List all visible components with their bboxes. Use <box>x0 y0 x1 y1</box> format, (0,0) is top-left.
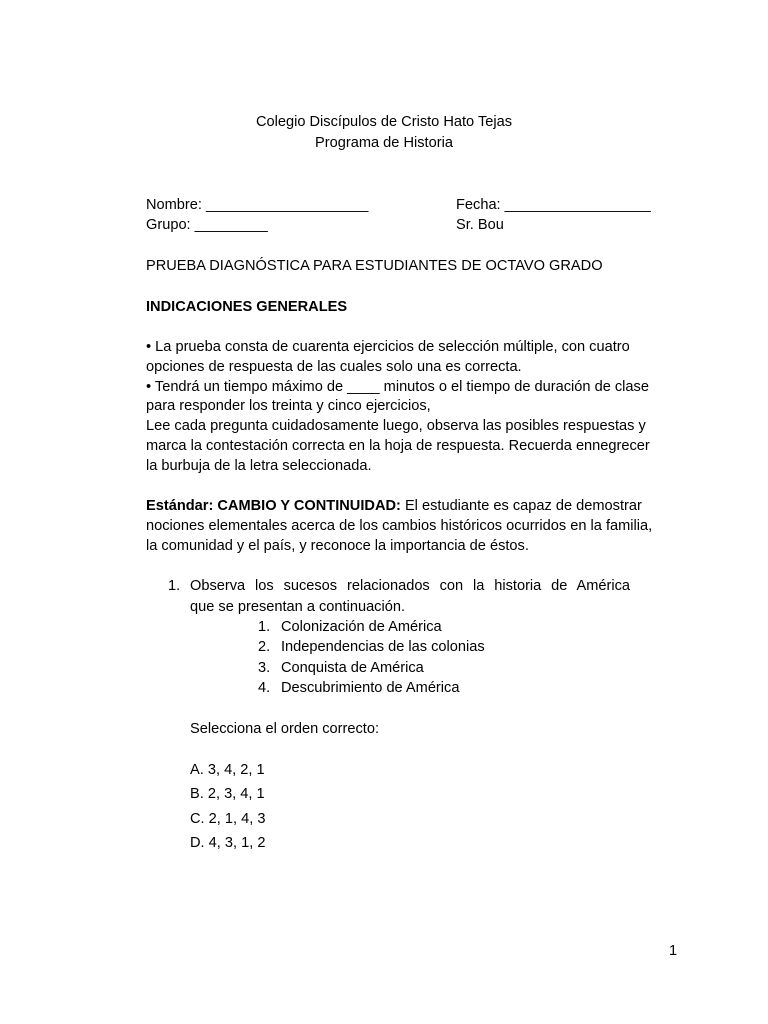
answer-option: A. 3, 4, 2, 1 <box>190 762 265 778</box>
answer-option: B. 2, 3, 4, 1 <box>190 786 265 802</box>
event-text: Conquista de América <box>281 660 424 676</box>
instruction-line: marca la contestación correcta en la hoja de respuesta. Recuerda ennegrecer <box>146 437 650 454</box>
page-number: 1 <box>669 943 678 959</box>
nombre-field: Nombre: ____________________ <box>146 197 369 213</box>
event-text: Independencias de las colonias <box>281 639 485 655</box>
standard-text: la comunidad y el país, y reconoce la importancia de éstos. <box>146 537 529 554</box>
answer-option: C. 2, 1, 4, 3 <box>190 811 266 827</box>
question-number: 1. <box>168 578 181 594</box>
question-text-line: Observa los sucesos relacionados con la historia de América <box>190 578 630 594</box>
grupo-field: Grupo: _________ <box>146 217 268 233</box>
event-number: 3. <box>258 660 271 676</box>
school-name: Colegio Discípulos de Cristo Hato Tejas <box>255 114 513 130</box>
instruction-line: opciones de respuesta de las cuales solo una es correcta. <box>146 358 522 375</box>
question-prompt: Selecciona el orden correcto: <box>190 721 380 737</box>
instruction-line: Lee cada pregunta cuidadosamente luego, observa las posibles respuestas y <box>146 418 646 435</box>
question-text-line: que se presentan a continuación. <box>190 598 406 615</box>
instructions-heading: INDICACIONES GENERALES <box>146 299 348 315</box>
standard-text: nociones elementales acerca de los cambios históricos ocurridos en la familia, <box>146 517 653 534</box>
instruction-line: la burbuja de la letra seleccionada. <box>146 457 372 474</box>
fecha-field: Fecha: __________________ <box>456 197 651 213</box>
program-name: Programa de Historia <box>315 135 453 151</box>
teacher-name: Sr. Bou <box>456 217 504 233</box>
question-text <box>190 576 630 617</box>
event-text: Colonización de América <box>281 619 442 635</box>
event-number: 4. <box>258 680 271 696</box>
standard-paragraph <box>146 497 676 556</box>
instructions-body <box>146 338 676 477</box>
standard-label: Estándar: <box>146 498 214 514</box>
instruction-line: • La prueba consta de cuarenta ejercicios de selección múltiple, con cuatro <box>146 339 630 355</box>
event-number: 1. <box>258 619 271 635</box>
standard-topic: CAMBIO Y CONTINUIDAD: <box>217 498 401 514</box>
answer-option: D. 4, 3, 1, 2 <box>190 835 266 851</box>
test-title: PRUEBA DIAGNÓSTICA PARA ESTUDIANTES DE OCTAVO GRADO <box>146 258 603 274</box>
event-number: 2. <box>258 639 271 655</box>
instruction-line: • Tendrá un tiempo máximo de ____ minutos o el tiempo de duración de clase <box>146 378 649 395</box>
standard-text: El estudiante es capaz de demostrar <box>404 498 642 514</box>
event-text: Descubrimiento de América <box>281 680 460 696</box>
instruction-line: para responder los treinta y cinco ejercicios, <box>146 398 431 415</box>
